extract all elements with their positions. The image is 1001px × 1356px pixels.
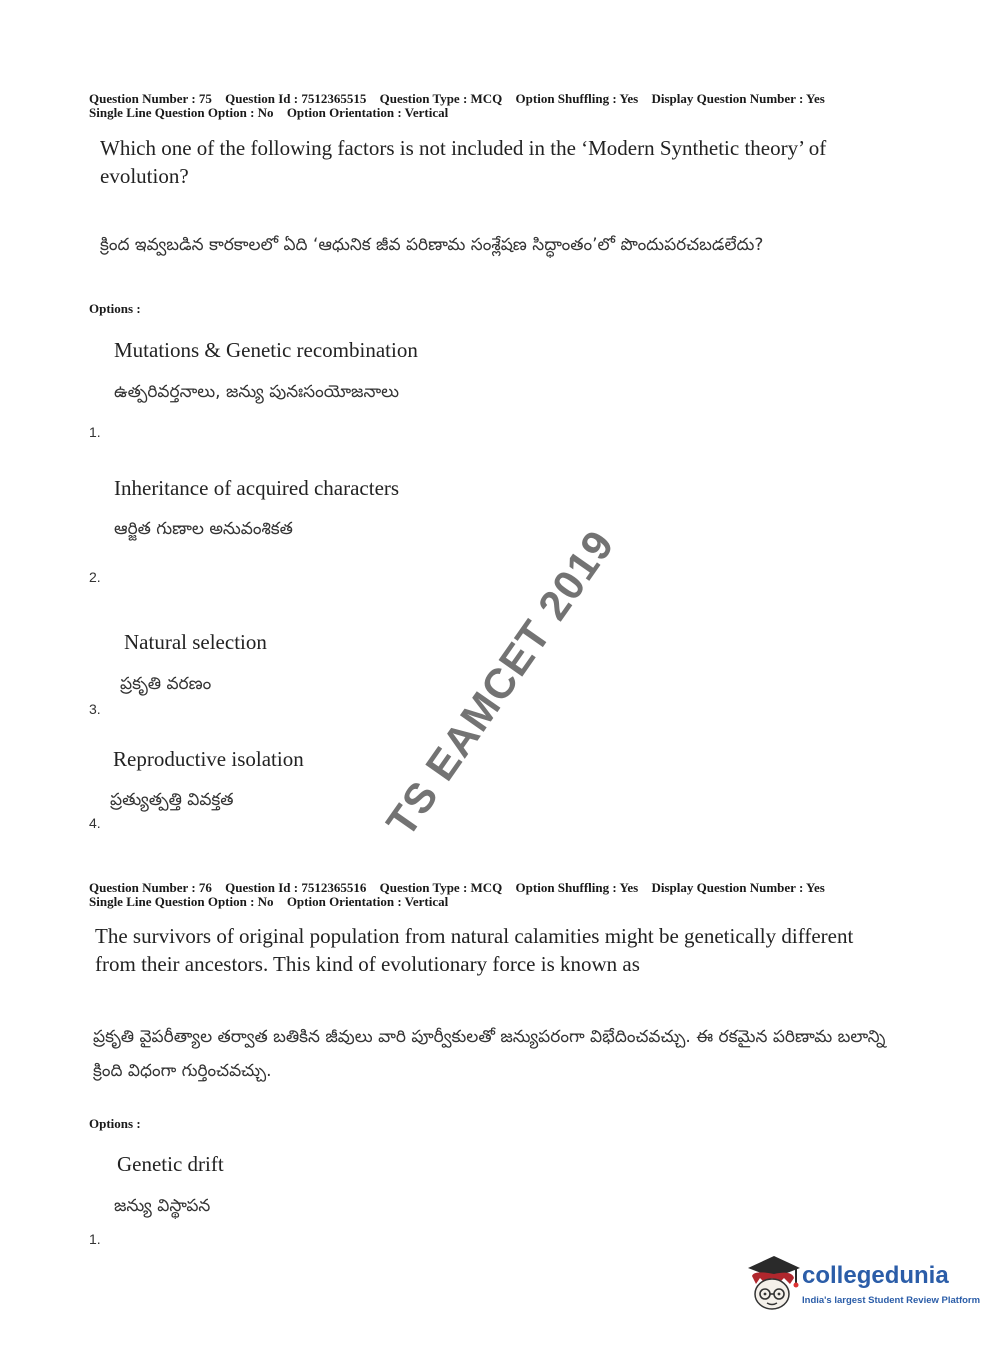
q75-meta-type: Question Type : MCQ — [379, 91, 503, 106]
q75-option-2-english: Inheritance of acquired characters — [114, 476, 400, 500]
q76-question-telugu: ప్రకృతి వైపరీత్యాల తర్వాత బతికిన జీవులు వారి పూర్వీకులతో జన్యుపరంగా విభేదించవచ్చు. ఈ రకమైన పరిణామ బలాన్ని క్రింది విధంగా గుర్తించవచ్చు. — [93, 1027, 886, 1081]
q75-meta-display: Display Question Number : Yes — [651, 91, 825, 106]
q76-option-1-number: 1. — [89, 1231, 101, 1247]
q76-meta-shuffling: Option Shuffling : Yes — [515, 880, 639, 895]
q76-meta-type: Question Type : MCQ — [379, 880, 503, 895]
q76-option-1-telugu: జన్యు విస్థాపన — [114, 1196, 211, 1216]
graduate-mascot-icon — [744, 1250, 802, 1314]
q76-meta-single-line: Single Line Question Option : No — [89, 894, 274, 909]
q76-meta-id: Question Id : 7512365516 — [225, 880, 367, 895]
q76-meta-display: Display Question Number : Yes — [651, 880, 825, 895]
collegedunia-logo[interactable] — [744, 1250, 981, 1314]
q75-options-label: Options : — [89, 301, 141, 316]
q75-option-1-number: 1. — [89, 424, 101, 440]
q75-meta-shuffling: Option Shuffling : Yes — [515, 91, 639, 106]
q75-option-1-english: Mutations & Genetic recombination — [114, 338, 418, 362]
q75-meta-orientation: Option Orientation : Vertical — [286, 105, 449, 120]
q75-option-4-english: Reproductive isolation — [113, 747, 304, 771]
q75-meta-single-line: Single Line Question Option : No — [89, 105, 274, 120]
q76-meta-orientation: Option Orientation : Vertical — [286, 894, 449, 909]
q75-option-4-telugu: ప్రత్యుత్పత్తి వివక్తత — [110, 790, 234, 810]
logo-brand-name: collegedunia — [802, 1262, 949, 1289]
q76-question-english: The survivors of original population from natural calamities might be genetically different from their ancestors. This kind of evolutionary force is known as — [95, 924, 854, 976]
q75-meta-number: Question Number : 75 — [89, 91, 212, 106]
q75-option-3-english: Natural selection — [124, 630, 267, 654]
q75-option-2-number: 2. — [89, 569, 101, 585]
q75-option-1-telugu: ఉత్పరివర్తనాలు, జన్యు పునఃసంయోజనాలు — [114, 382, 400, 402]
q75-question-english: Which one of the following factors is not included in the ‘Modern Synthetic theory’ of evolution? — [100, 136, 827, 188]
q76-metadata — [89, 881, 835, 909]
q75-question-telugu: క్రింద ఇవ్వబడిన కారకాలలో ఏది ‘ఆధునిక జీవ పరిణామ సంశ్లేషణ సిద్ధాంతం’లో పొందుపరచబడలేదు? — [100, 235, 764, 255]
q75-option-2-telugu: ఆర్జిత గుణాల అనువంశికత — [114, 519, 293, 539]
watermark-text: TS EAMCET 2019 — [377, 521, 624, 845]
logo-tagline: India's largest Student Review Platform — [802, 1295, 981, 1306]
q75-option-3-telugu: ప్రకృతి వరణం — [120, 674, 212, 694]
q76-options-label: Options : — [89, 1116, 141, 1131]
q75-metadata — [89, 92, 835, 120]
q75-option-3-number: 3. — [89, 701, 101, 717]
q75-option-4-number: 4. — [89, 815, 101, 831]
q76-option-1-english: Genetic drift — [117, 1152, 224, 1176]
q75-meta-id: Question Id : 7512365515 — [225, 91, 367, 106]
q76-meta-number: Question Number : 76 — [89, 880, 212, 895]
